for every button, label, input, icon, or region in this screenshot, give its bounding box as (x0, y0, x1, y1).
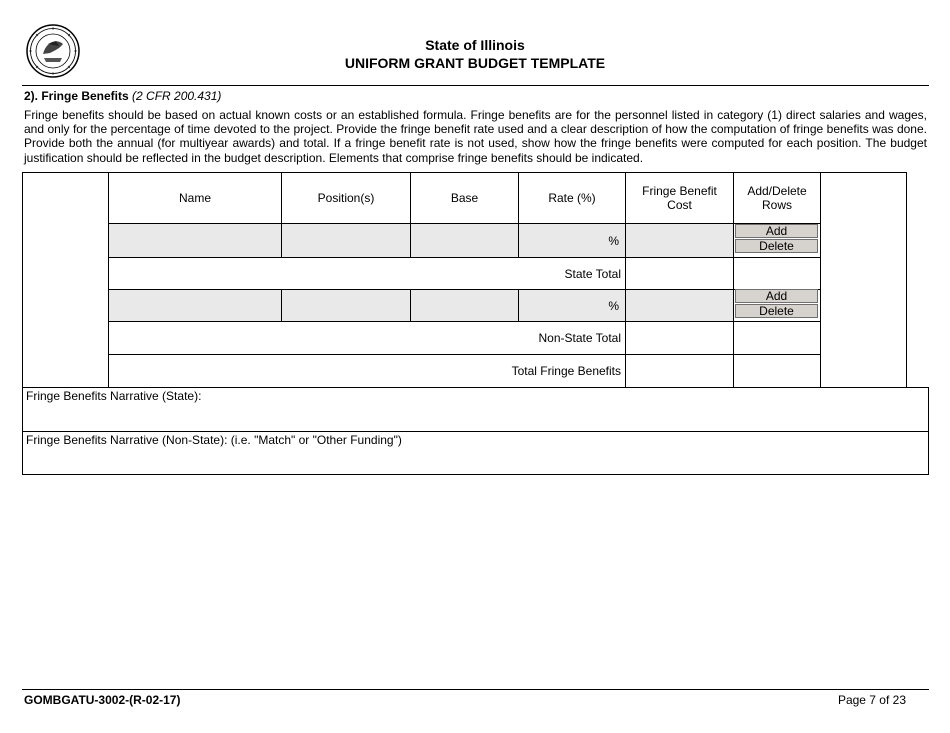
nonstate-name-input[interactable] (108, 289, 282, 322)
state-narrative-label: Fringe Benefits Narrative (State): (26, 389, 202, 403)
total-fringe-label: Total Fringe Benefits (108, 354, 626, 388)
nonstate-narrative-label: Fringe Benefits Narrative (Non-State): (i.e. "Match" or "Other Funding") (26, 433, 402, 447)
nonstate-rate-percent: % (608, 298, 619, 313)
page-number: Page 7 of 23 (837, 693, 906, 707)
col-header-name: Name (108, 172, 282, 224)
col-header-position: Position(s) (281, 172, 411, 224)
state-position-input[interactable] (281, 223, 411, 258)
footer-rule (22, 689, 929, 690)
state-rate-input[interactable] (518, 223, 626, 258)
state-add-row-button[interactable]: Add (735, 224, 818, 238)
state-delete-row-button[interactable]: Delete (735, 239, 818, 253)
col-header-rate: Rate (%) (518, 172, 626, 224)
state-name-input[interactable] (108, 223, 282, 258)
state-total-label: State Total (108, 257, 626, 290)
nonstate-rate-input[interactable] (518, 289, 626, 322)
form-code: GOMBGATU-3002-(R-02-17) (24, 693, 181, 707)
section-heading (24, 89, 221, 103)
section-citation: (2 CFR 200.431) (132, 89, 222, 103)
state-cost-input[interactable] (625, 223, 734, 258)
col-header-cost: Fringe Benefit Cost (625, 172, 734, 224)
nonstate-total-rows-cell (733, 321, 821, 355)
total-fringe-value (625, 354, 734, 388)
col-header-base: Base (410, 172, 519, 224)
header-title: UNIFORM GRANT BUDGET TEMPLATE (344, 55, 606, 71)
nonstate-position-input[interactable] (281, 289, 411, 322)
col-header-rows: Add/Delete Rows (733, 172, 821, 224)
state-total-value (625, 257, 734, 290)
header-rule (22, 85, 929, 86)
state-base-input[interactable] (410, 223, 519, 258)
state-rate-percent: % (608, 233, 619, 248)
total-fringe-rows-cell (733, 354, 821, 388)
nonstate-base-input[interactable] (410, 289, 519, 322)
state-total-rows-cell (733, 257, 821, 290)
nonstate-narrative-field[interactable] (22, 431, 929, 475)
section-number: 2). Fringe Benefits (24, 89, 129, 103)
nonstate-add-row-button[interactable]: Add (735, 289, 818, 303)
section-description: Fringe benefits should be based on actual known costs or an established formula. Fringe benefits are for the personnel listed in category (1) direct salaries and wages, and only for the percentage of time devoted to the project. Provide the fringe benefit rate used and a clear description of how the computation of fringe benefits was done. Provide both the annual (for multiyear awards) and total. If a fringe benefit rate is not used, show how the fringe benefits were computed for each position. The budget justification should be reflected in the budget description. Elements that comprise fringe benefits should be indicated. (24, 108, 927, 165)
nonstate-total-label: Non-State Total (108, 321, 626, 355)
nonstate-cost-input[interactable] (625, 289, 734, 322)
state-narrative-field[interactable] (22, 387, 929, 432)
nonstate-delete-row-button[interactable]: Delete (735, 304, 818, 318)
nonstate-total-value (625, 321, 734, 355)
header-state: State of Illinois (425, 37, 525, 53)
